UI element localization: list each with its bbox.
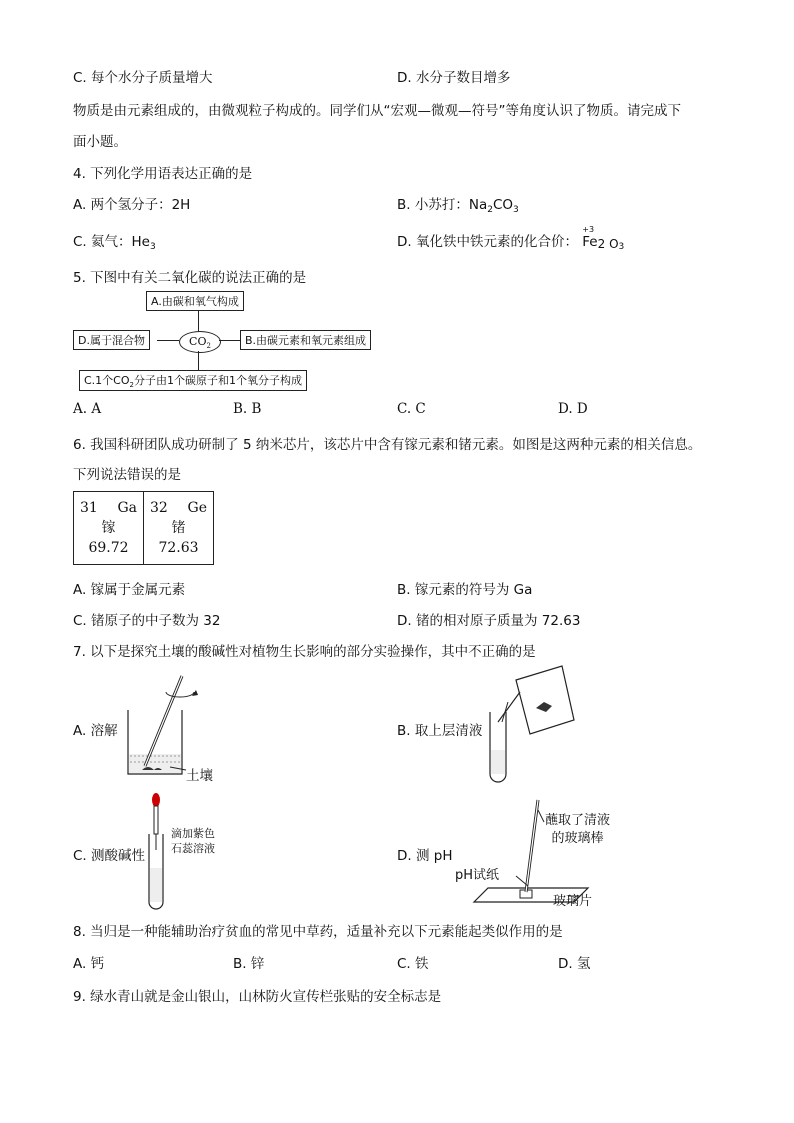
q6-option-a: A. 镓属于金属元素 [73, 582, 186, 598]
q8-option-c: C. 铁 [397, 956, 429, 972]
q4-option-b: B. 小苏打：$Na_2CO_3$ [397, 197, 519, 215]
diagram-box-b: B.由碳元素和氧元素组成 [240, 330, 371, 350]
diagram-box-a: A.由碳和氧气构成 [146, 291, 244, 311]
option-c-line: C. 每个水分子质量增大 [73, 70, 213, 86]
element-cell-germanium: 32 Ge 锗 72.63 [144, 492, 214, 565]
q7-stem: 7. 以下是探究土壤的酸碱性对植物生长影响的部分实验操作，其中不正确的是 [73, 644, 536, 660]
glass-slide-label: 玻璃片 [553, 894, 593, 909]
q4-stem: 4. 下列化学用语表达正确的是 [73, 166, 253, 182]
soil-label: 土壤 [186, 768, 213, 784]
intro-line-1: 物质是由元素组成的，由微观粒子构成的。同学们从“宏观—微观—符号”等角度认识了物质。请完成下 [73, 103, 681, 119]
q7-option-a: A. 溶解 [73, 723, 118, 739]
q8-option-b: B. 锌 [233, 956, 265, 972]
q9-stem: 9. 绿水青山就是金山银山，山林防火宣传栏张贴的安全标志是 [73, 989, 442, 1005]
litmus-label: 滴加紫色 石蕊溶液 [171, 827, 215, 855]
option-d-line: D. 水分子数目增多 [397, 70, 511, 86]
ph-test-figure [468, 792, 618, 908]
diagram-box-d: D.属于混合物 [73, 330, 150, 350]
q6-option-c: C. 锗原子的中子数为 32 [73, 613, 221, 629]
q5-option-d: D. D [558, 401, 588, 417]
pouring-supernatant-figure [480, 662, 580, 788]
q8-option-a: A. 钙 [73, 956, 105, 972]
intro-line-2: 面小题。 [73, 134, 127, 150]
q5-stem: 5. 下图中有关二氧化碳的说法正确的是 [73, 270, 307, 286]
glass-rod-label: 蘸取了清液 的玻璃棒 [545, 813, 611, 846]
q5-option-c: C. C [397, 401, 426, 417]
q5-option-b: B. B [233, 401, 262, 417]
q6-option-d: D. 锗的相对原子质量为 72.63 [397, 613, 581, 629]
q6-stem-line-2: 下列说法错误的是 [73, 467, 181, 483]
q5-option-a: A. A [73, 401, 102, 417]
q7-option-d: D. 测 pH [397, 848, 453, 864]
q8-option-d: D. 氢 [558, 956, 591, 972]
element-cell-gallium: 31 Ga 镓 69.72 [74, 492, 144, 565]
ph-paper-label: pH试纸 [455, 868, 500, 883]
q6-stem-line-1: 6. 我国科研团队成功研制了 5 纳米芯片，该芯片中含有镓元素和锗元素。如图是这两种元素的相关信息。 [73, 437, 702, 453]
element-info-table [73, 491, 214, 565]
q4-option-d: D. 氧化铁中铁元素的化合价： +3 Fe2 $O_3$ [397, 225, 625, 252]
diagram-box-c: C.1个$CO_2$分子由1个碳原子和1个氧分子构成 [79, 370, 307, 391]
beaker-dissolving-figure [120, 670, 230, 780]
q6-option-b: B. 镓元素的符号为 Ga [397, 582, 533, 598]
q7-option-b: B. 取上层清液 [397, 723, 483, 739]
q7-option-c: C. 测酸碱性 [73, 848, 146, 864]
q8-stem: 8. 当归是一种能辅助治疗贫血的常见中草药，适量补充以下元素能起类似作用的是 [73, 924, 563, 940]
diagram-co2-center: $CO_2$ [179, 331, 221, 353]
q4-option-c: C. 氦气：$He_3$ [73, 234, 156, 252]
q4-option-a: A. 两个氢分子：2H [73, 197, 191, 213]
